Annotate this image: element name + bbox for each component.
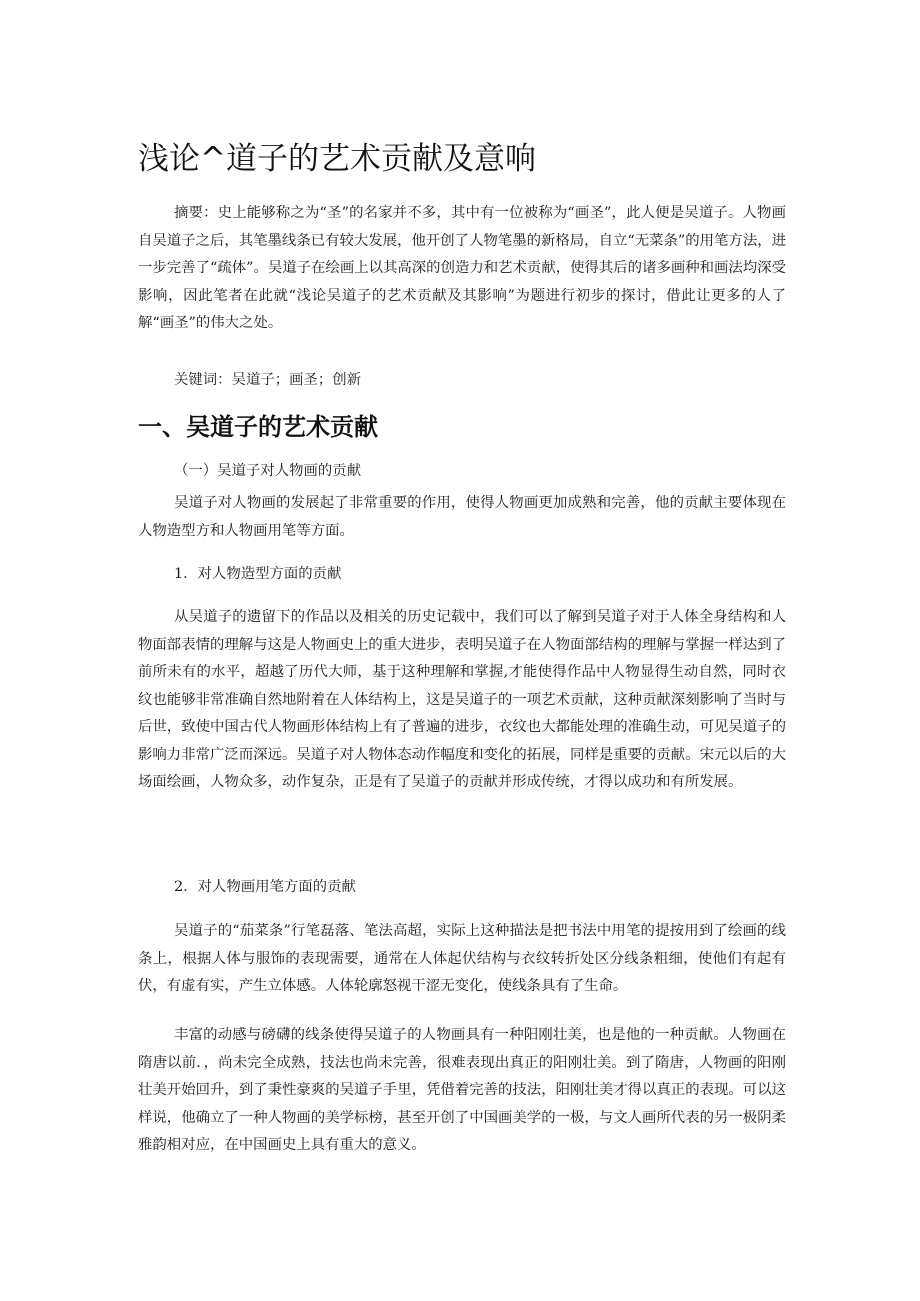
section-heading: 一、吴道子的艺术贡献 bbox=[138, 413, 378, 441]
point2-heading: 2．对人物画用笔方面的贡献 bbox=[174, 879, 356, 895]
point2-body-paragraph-2: 丰富的动感与磅礴的线条使得吴道子的人物画具有一种阳刚壮美，也是他的一种贡献。人物画在隋唐以前．，尚未完全成熟，技法也尚未完善，很难表现出真正的阳刚壮美。到了隋唐，人物画的阳刚壮美开始回升，到了秉性豪爽的吴道子手里，凭借着完善的技法，阳刚壮美才得以真正的表现。可以这样说，他确立了一种人物画的美学标榜，甚至开创了中国画美学的一极，与文人画所代表的另一极阴柔雅韵相对应，在中国画史上具有重大的意义。 bbox=[138, 1027, 786, 1153]
abstract-paragraph: 摘要：史上能够称之为“圣”的名家并不多，其中有一位被称为“画圣”，此人便是吴道子。人物画自吴道子之后，其笔墨线条已有较大发展，他开创了人物笔墨的新格局，自立“无菜条”的用笔方法，进一步完善了“疏体”。吴道子在绘画上以其高深的创造力和艺术贡献，使得其后的诸多画种和画法均深受影响，因此笔者在此就“浅论吴道子的艺术贡献及其影响”为题进行初步的探讨，借此让更多的人了解“画圣”的伟大之处。 bbox=[138, 205, 786, 331]
keywords-line: 关键词：吴道子；画圣；创新 bbox=[174, 372, 362, 388]
subsection-intro-paragraph: 吴道子对人物画的发展起了非常重要的作用，使得人物画更加成熟和完善，他的贡献主要体现在人物造型方和人物画用笔等方面。 bbox=[138, 495, 786, 539]
document-title: 浅论^道子的艺术贡献及意响 bbox=[138, 141, 536, 177]
point2-body-paragraph-1: 吴道子的“茄菜条”行笔磊落、笔法高超，实际上这种描法是把书法中用笔的提按用到了绘画的线条上，根据人体与服饰的表现需要，通常在人体起伏结构与衣纹转折处区分线条粗细，使他们有起有伏，有虚有实，产生立体感。人体轮廓怒视干涩无变化，使线条具有了生命。 bbox=[138, 923, 786, 994]
subsection-heading: （一）吴道子对人物画的贡献 bbox=[174, 463, 362, 479]
point1-body-paragraph: 从吴道子的遗留下的作品以及相关的历史记载中，我们可以了解到吴道子对于人体全身结构和人物面部表情的理解与这是人物画史上的重大进步，表明吴道子在人物面部结构的理解与掌握一样达到了前所未有的水平，超越了历代大师，基于这种理解和掌握,才能使得作品中人物显得生动自然，同时衣纹也能够非常准确自然地附着在人体结构上，这是吴道子的一项艺术贡献，这种贡献深刻影响了当时与后世，致使中国古代人物画形体结构上有了普遍的进步，衣纹也大都能处理的准确生动，可见吴道子的影响力非常广泛而深远。吴道子对人物体态动作幅度和变化的拓展，同样是重要的贡献。宋元以后的大场面绘画，人物众多，动作复杂，正是有了吴道子的贡献并形成传统，才得以成功和有所发展。 bbox=[138, 609, 786, 790]
point1-heading: 1．对人物造型方面的贡献 bbox=[174, 566, 342, 582]
